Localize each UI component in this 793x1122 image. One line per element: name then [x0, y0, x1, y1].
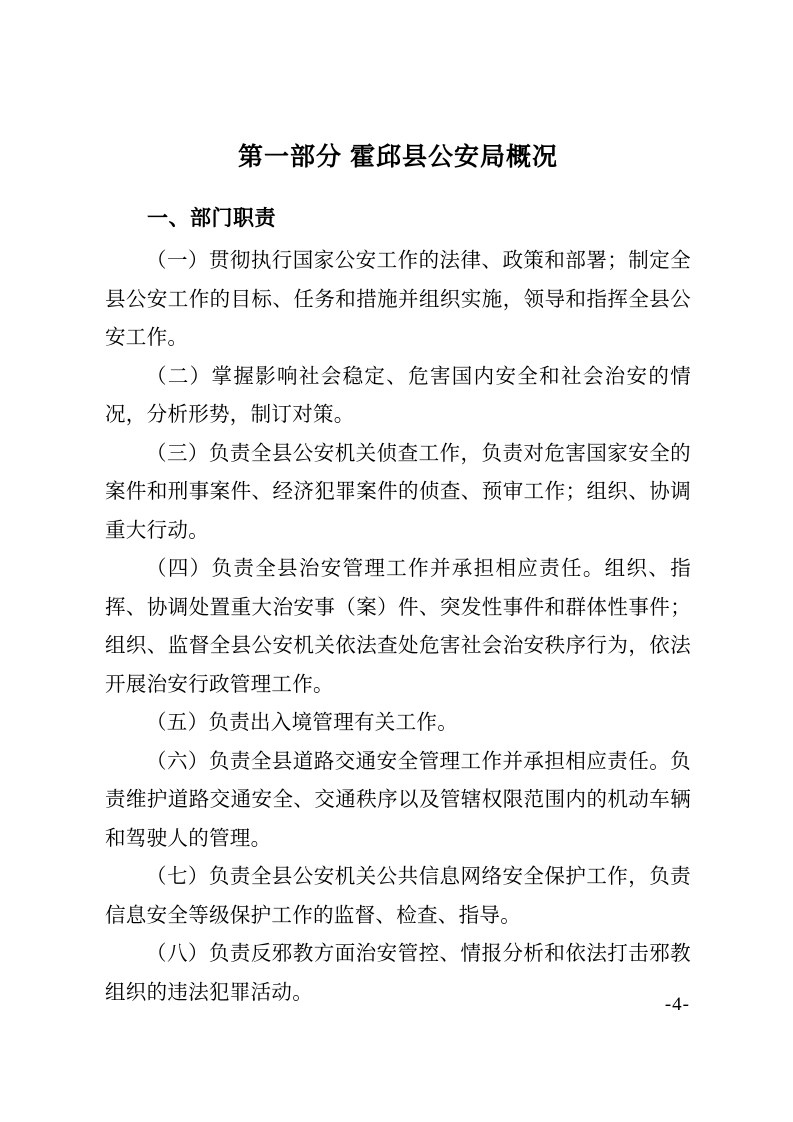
paragraph-3: （三）负责全县公安机关侦查工作，负责对危害国家安全的案件和刑事案件、经济犯罪案件的侦查、预审工作；组织、协调重大行动。 [105, 442, 691, 542]
section-heading: 一、部门职责 [147, 207, 276, 230]
paragraph-8: （八）负责反邪教方面治安管控、情报分析和依法打击邪教组织的违法犯罪活动。 [105, 943, 691, 1004]
paragraph-6: （六）负责全县道路交通安全管理工作并承担相应责任。负责维护道路交通安全、交通秩序以及管辖权限范围内的机动车辆和驾驶人的管理。 [105, 750, 691, 850]
body-text [105, 242, 691, 1012]
paragraph-4: （四）负责全县治安管理工作并承担相应责任。组织、指挥、协调处置重大治安事（案）件、突发性事件和群体性事件；组织、监督全县公安机关依法查处危害社会治安秩序行为，依法开展治安行政管理工作。 [105, 558, 691, 696]
paragraph-1: （一）贯彻执行国家公安工作的法律、政策和部署；制定全县公安工作的目标、任务和措施并组织实施，领导和指挥全县公安工作。 [105, 250, 691, 349]
paragraph-5: （五）负责出入境管理有关工作。 [146, 712, 458, 734]
paragraph-2: （二）掌握影响社会稳定、危害国内安全和社会治安的情况，分析形势，制订对策。 [105, 365, 691, 426]
document-title: 第一部分 霍邱县公安局概况 [238, 143, 558, 171]
paragraph-7: （七）负责全县公安机关公共信息网络安全保护工作，负责信息安全等级保护工作的监督、检查、指导。 [105, 866, 691, 927]
document-content [105, 140, 691, 1012]
page-number: -4- [664, 994, 690, 1015]
